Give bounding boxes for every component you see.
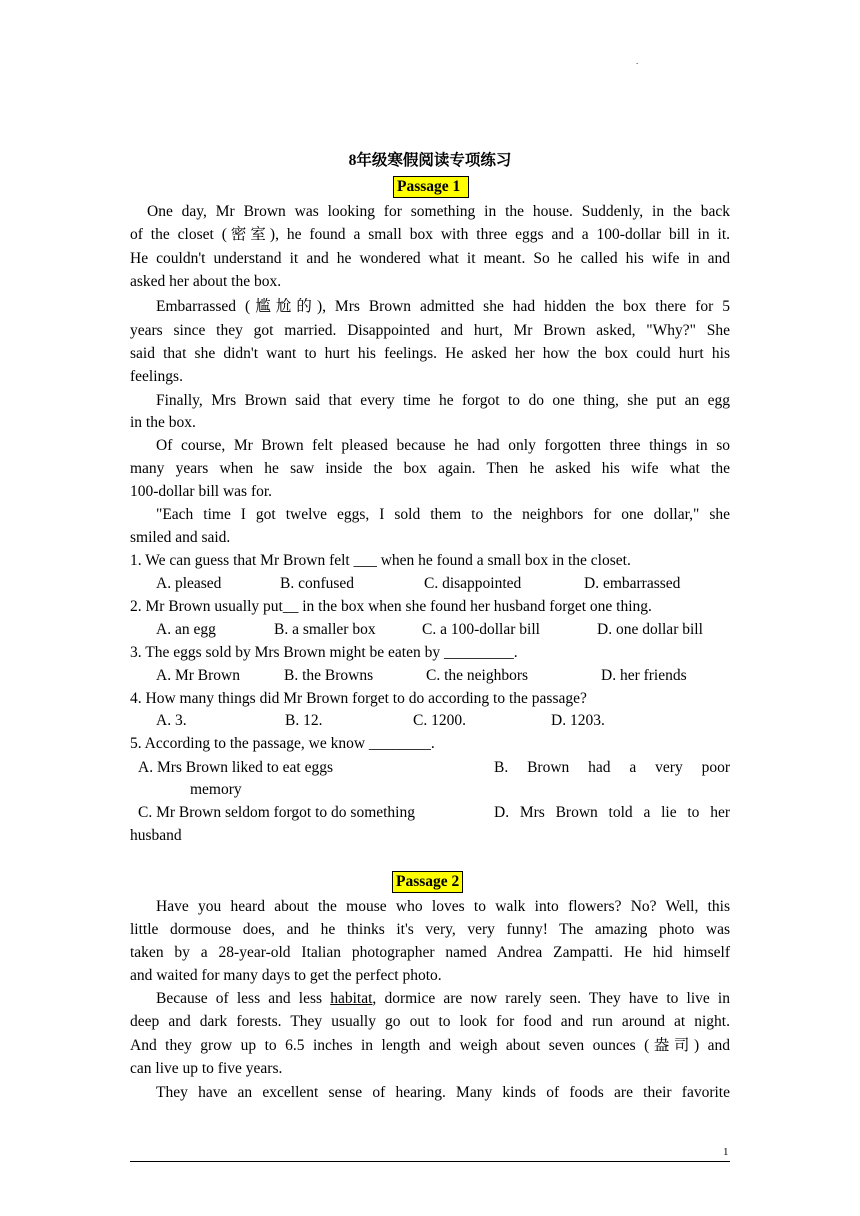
p1-line: "Each time I got twelve eggs, I sold them to the neighbors for one dollar," she [156,506,730,523]
q1-option-d: D. embarrassed [584,575,681,592]
p1-line: He couldn't understand it and he wondered what it meant. So he called his wife in and [130,250,730,267]
p1-line: years since they got married. Disappointed and hurt, Mr Brown asked, "Why?" She [130,322,730,339]
p1-line: 100-dollar bill was for. [130,483,273,500]
q1-option-a: A. pleased [156,575,222,592]
q2-option-a: A. an egg [156,621,216,638]
p1-line: One day, Mr Brown was looking for something in the house. Suddenly, in the back [147,203,730,220]
q3-option-b: B. the Browns [284,667,374,684]
q1-option-b: B. confused [280,575,355,592]
p2-line: They have an excellent sense of hearing. Many kinds of foods are their favorite [156,1084,730,1101]
p1-line: smiled and said. [130,529,231,546]
q1-option-c: C. disappointed [424,575,522,592]
q5-option-c: C. Mr Brown seldom forgot to do something [138,804,415,821]
header-dot: . [636,56,639,66]
question-1: 1. We can guess that Mr Brown felt ___ when he found a small box in the closet. [130,552,631,569]
question-4: 4. How many things did Mr Brown forget to do according to the passage? [130,690,587,707]
p2-line: little dormouse does, and he thinks it's very, very funny! The amazing photo was [130,921,730,938]
q5-option-b-continued: memory [190,781,242,798]
p1-line: in the box. [130,414,196,431]
q3-option-d: D. her friends [601,667,687,684]
p1-line: many years when he saw inside the box again. Then he asked his wife what the [130,460,730,477]
passage-2-tag: Passage 2 [392,871,463,893]
question-3: 3. The eggs sold by Mrs Brown might be eaten by _________. [130,644,518,661]
p1-line: Of course, Mr Brown felt pleased because he had only forgotten three things in so [156,437,730,454]
p2-paragraph-2-line-1 [130,987,730,1010]
p2-line: and waited for many days to get the perfect photo. [130,967,442,984]
q2-option-c: C. a 100-dollar bill [422,621,540,638]
p1-line: Finally, Mrs Brown said that every time he forgot to do one thing, she put an egg [156,392,730,409]
q4-option-a: A. 3. [156,712,187,729]
question-2: 2. Mr Brown usually put__ in the box when she found her husband forget one thing. [130,598,652,615]
p2-text: , dormice are now rarely seen. They have to live in [372,990,730,1007]
q4-option-c: C. 1200. [413,712,466,729]
p2-text: Because of less and less [156,990,331,1007]
p1-line: feelings. [130,368,183,385]
p1-line: Embarrassed (尴尬的), Mrs Brown admitted she had hidden the box there for 5 [156,298,730,315]
q5-option-a: A. Mrs Brown liked to eat eggs [138,759,334,776]
p2-line: Have you heard about the mouse who loves to walk into flowers? No? Well, this [156,898,730,915]
q4-option-b: B. 12. [285,712,323,729]
p1-line: said that she didn't want to hurt his feelings. He asked her how the box could hurt his [130,345,730,362]
passage-1-tag: Passage 1 [393,176,469,198]
footer-divider [130,1161,730,1162]
q2-option-d: D. one dollar bill [597,621,703,638]
q2-option-b: B. a smaller box [274,621,376,638]
page-title: 8年级寒假阅读专项练习 [348,152,512,169]
p2-line: taken by a 28-year-old Italian photographer named Andrea Zampatti. He hid himself [130,944,730,961]
q4-option-d: D. 1203. [551,712,605,729]
habitat-underlined-word: habitat [330,990,373,1007]
q5-option-b: B. Brown had a very poor [494,759,730,776]
p1-line: asked her about the box. [130,273,282,290]
p2-line: And they grow up to 6.5 inches in length and weigh about seven ounces (盎司) and [130,1037,730,1054]
q3-option-c: C. the neighbors [426,667,529,684]
p1-line: of the closet (密室), he found a small box with three eggs and a 100-dollar bill in it. [130,226,730,243]
q5-option-d-continued: husband [130,827,182,844]
question-5: 5. According to the passage, we know ________. [130,735,435,752]
p2-line: deep and dark forests. They usually go out to look for food and run around at night. [130,1013,730,1030]
page-number: 1 [723,1146,729,1158]
p2-line: can live up to five years. [130,1060,283,1077]
p1-paragraph-1 [130,200,730,223]
q3-option-a: A. Mr Brown [156,667,240,684]
q5-option-d: D. Mrs Brown told a lie to her [494,804,730,821]
